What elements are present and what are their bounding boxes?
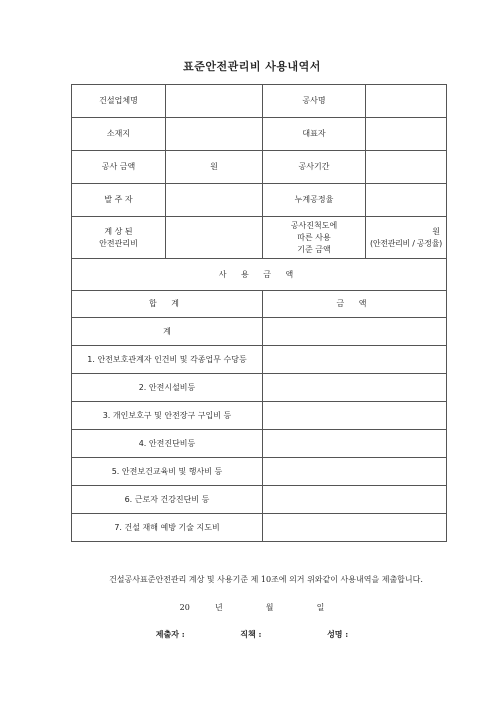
ceo-label: 대표자 <box>263 118 366 151</box>
item-amount[interactable] <box>263 430 447 458</box>
table-row <box>72 430 447 458</box>
std-label-line3: 기준 금액 <box>297 244 331 254</box>
item-amount[interactable] <box>263 374 447 402</box>
usage-report-table <box>71 84 447 542</box>
budget-label <box>72 217 166 259</box>
std-formula: (안전관리비 / 공정율) <box>370 238 442 248</box>
date-year: 20 <box>179 603 190 612</box>
progress-label: 누계공정율 <box>263 184 366 217</box>
amount-won-unit: 원 <box>210 162 218 171</box>
contractor-label: 건설업체명 <box>72 85 166 118</box>
date-day-unit: 일 <box>316 603 325 612</box>
row-sum <box>72 318 447 346</box>
signature-line <box>0 629 504 640</box>
item-amount[interactable] <box>263 458 447 486</box>
item-label: 4. 안전진단비등 <box>72 430 263 458</box>
position-label: 직책 : <box>240 629 262 639</box>
budget-label-line1: 계 상 된 <box>104 226 133 236</box>
row-contractor <box>72 85 447 118</box>
project-label: 공사명 <box>263 85 366 118</box>
orderer-value[interactable] <box>166 184 263 217</box>
table-row <box>72 486 447 514</box>
std-label-line2: 따른 사용 <box>297 232 331 242</box>
col-total-header: 합 계 <box>72 291 263 318</box>
col-amount-header: 금 액 <box>263 291 447 318</box>
item-label: 2. 안전시설비등 <box>72 374 263 402</box>
usage-section-title: 사 용 금 액 <box>72 259 447 291</box>
document-title: 표준안전관리비 사용내역서 <box>183 60 321 73</box>
std-label-line1: 공사진척도에 <box>290 220 338 230</box>
row-location <box>72 118 447 151</box>
amount-value[interactable] <box>166 151 263 184</box>
progress-value[interactable] <box>366 184 447 217</box>
table-row <box>72 514 447 542</box>
location-value[interactable] <box>166 118 263 151</box>
item-label: 3. 개인보호구 및 안전장구 구입비 등 <box>72 402 263 430</box>
budget-value[interactable] <box>166 217 263 259</box>
orderer-label: 발 주 자 <box>72 184 166 217</box>
item-amount[interactable] <box>263 346 447 374</box>
table-row <box>72 346 447 374</box>
period-label: 공사기간 <box>263 151 366 184</box>
row-orderer <box>72 184 447 217</box>
sum-value[interactable] <box>263 318 447 346</box>
table-row <box>72 458 447 486</box>
date-line <box>0 602 504 613</box>
period-value[interactable] <box>366 151 447 184</box>
amount-label: 공사 금액 <box>72 151 166 184</box>
contractor-value[interactable] <box>166 85 263 118</box>
std-won-unit: 원 <box>432 226 440 236</box>
std-amount-value[interactable] <box>366 217 447 259</box>
table-row <box>72 402 447 430</box>
row-amount <box>72 151 447 184</box>
item-label: 6. 근로자 건강진단비 등 <box>72 486 263 514</box>
row-usage-header <box>72 291 447 318</box>
item-amount[interactable] <box>263 402 447 430</box>
date-year-unit: 년 <box>214 603 223 612</box>
name-label: 성명 : <box>327 629 349 639</box>
row-usage-section <box>72 259 447 291</box>
std-amount-label <box>263 217 366 259</box>
sum-label: 계 <box>72 318 263 346</box>
row-budget <box>72 217 447 259</box>
budget-label-line2: 안전관리비 <box>99 238 138 248</box>
submitter-label: 제출자 : <box>155 629 185 639</box>
ceo-value[interactable] <box>366 118 447 151</box>
project-value[interactable] <box>366 85 447 118</box>
submission-statement: 건설공사표준안전관리 계상 및 사용기준 제 10조에 의거 위와같이 사용내역을 제출합니다. <box>109 575 423 584</box>
location-label: 소재지 <box>72 118 166 151</box>
item-amount[interactable] <box>263 486 447 514</box>
item-label: 1. 안전보호관계자 인건비 및 각종업무 수당등 <box>72 346 263 374</box>
item-label: 5. 안전보건교육비 및 행사비 등 <box>72 458 263 486</box>
item-label: 7. 건설 재해 예방 기술 지도비 <box>72 514 263 542</box>
table-row <box>72 374 447 402</box>
date-month-unit: 월 <box>265 603 274 612</box>
item-amount[interactable] <box>263 514 447 542</box>
